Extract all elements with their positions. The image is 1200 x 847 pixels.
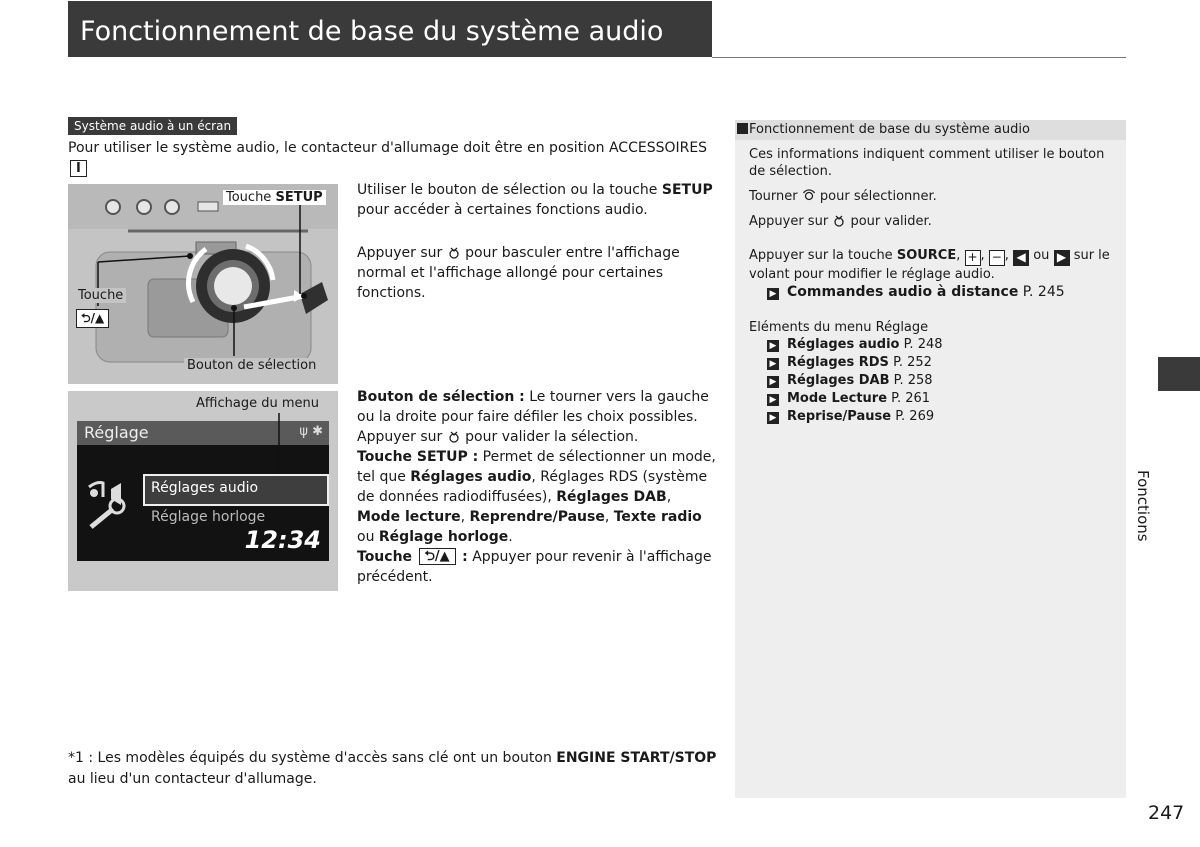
- ref-arrow-icon: ▶: [767, 376, 779, 388]
- ref-label: Reprise/Pause: [787, 409, 892, 424]
- sb-press-a: Appuyer sur: [749, 214, 829, 229]
- ref-commandes-audio[interactable]: [767, 284, 1065, 300]
- sep-4: ,: [604, 509, 610, 525]
- sb-sep3: ou: [1033, 248, 1050, 263]
- chapter-tab: [1158, 357, 1200, 391]
- push-knob-icon: [447, 245, 461, 259]
- mid-p1-b: pour accéder à certaines fonctions audio.: [357, 202, 648, 218]
- footnote-text-b: au lieu d'un contacteur d'allumage.: [68, 771, 317, 787]
- mode-horloge: Réglage horloge: [378, 529, 509, 545]
- footnote: [68, 748, 728, 790]
- note-icon: [737, 123, 748, 134]
- sidebar-intro: Ces informations indiquent comment utiliser le bouton de sélection.: [749, 147, 1105, 179]
- section-tag: Système audio à un écran: [68, 117, 237, 135]
- ref-main-page: P. 245: [1022, 284, 1065, 300]
- mid-back-label: Touche: [357, 549, 413, 565]
- audio-unit-illustration: [68, 184, 338, 384]
- ref-main-label: Commandes audio à distance: [787, 284, 1019, 300]
- mid-press-a: Appuyer sur: [357, 429, 443, 445]
- middle-para-2: [357, 243, 717, 303]
- menu-item-clock: Réglage horloge: [151, 509, 266, 525]
- plus-key-icon: +: [965, 250, 981, 266]
- ref-arrow-icon: ▶: [767, 394, 779, 406]
- footnote-key: ENGINE START/STOP: [556, 750, 717, 766]
- usb-bluetooth-icon: ψ ✱: [299, 424, 323, 439]
- minus-key-icon: −: [989, 250, 1005, 266]
- mid-sel-text: Le tourner vers la gauche ou la droite pour faire défiler les choix possibles.: [357, 389, 709, 425]
- mode-audio: Réglages audio: [410, 469, 532, 485]
- ref-label: Réglages DAB: [787, 373, 890, 388]
- rotate-knob-icon: [802, 188, 816, 202]
- ref-label: Mode Lecture: [787, 391, 888, 406]
- sb-turn-b: pour sélectionner.: [819, 189, 937, 204]
- ref-arrow-icon: ▶: [767, 288, 779, 300]
- footnote-text-a: *1 : Les modèles équipés du système d'accès sans clé ont un bouton: [68, 750, 552, 766]
- menu-display-figure: [68, 391, 338, 591]
- left-key-icon: ◀: [1013, 250, 1029, 266]
- sep-3: ,: [460, 509, 466, 525]
- ref-arrow-icon: ▶: [767, 412, 779, 424]
- ref-page: P. 258: [893, 373, 933, 388]
- title-rule: [712, 57, 1126, 58]
- ref-label: Réglages RDS: [787, 355, 889, 370]
- label-touche: Touche: [75, 288, 126, 303]
- mode-texte: Texte radio: [613, 509, 702, 525]
- mode-dab: Réglages DAB: [556, 489, 667, 505]
- label-selector-knob: Bouton de sélection: [184, 358, 319, 373]
- sidebar-heading-text: Fonctionnement de base du système audio: [749, 122, 1030, 137]
- middle-para-1: [357, 180, 717, 220]
- label-setup-key: [223, 190, 326, 205]
- chapter-label: Fonctions: [1134, 470, 1152, 542]
- sb-source-a: Appuyer sur la touche: [749, 248, 893, 263]
- ref-page: P. 252: [893, 355, 932, 370]
- key-accessory: I: [70, 160, 87, 177]
- ref-item[interactable]: [767, 373, 933, 388]
- sb-source-b: sur le volant pour modifier le réglage audio.: [749, 248, 1110, 282]
- mid-back-text: Appuyer pour revenir à l'affichage précédent.: [357, 549, 712, 585]
- audio-unit-figure: [68, 184, 338, 384]
- ref-item[interactable]: [767, 391, 930, 406]
- ref-item[interactable]: [767, 409, 934, 424]
- back-button-icon: ⮌/▲: [76, 309, 109, 328]
- sep-1: , Réglages RDS (système de données radiodiffusées),: [357, 469, 708, 505]
- sb-press-b: pour valider.: [850, 214, 932, 229]
- ref-label: Réglages audio: [787, 337, 900, 352]
- sidebar-press: [749, 213, 1117, 230]
- intro-text-1: Pour utiliser le système audio, le contacteur d'allumage doit être en position ACCESSOIRES: [68, 140, 708, 156]
- ref-page: P. 248: [903, 337, 943, 352]
- sep-2: ,: [666, 489, 672, 505]
- mid-sel-label: Bouton de sélection :: [357, 389, 525, 405]
- mid-setup-text: Permet de sélectionner un mode, tel que: [357, 449, 716, 485]
- sep-5: ou: [357, 529, 375, 545]
- menu-callout-line: [68, 391, 338, 591]
- ref-page: P. 269: [895, 409, 935, 424]
- mid-p1-a: Utiliser le bouton de sélection ou la touche: [357, 182, 658, 198]
- screen-title: Réglage: [84, 423, 149, 442]
- mode-lecture: Mode lecture: [357, 509, 461, 525]
- right-key-icon: ▶: [1054, 250, 1070, 266]
- sidebar-turn: [749, 188, 1117, 205]
- page-title: Fonctionnement de base du système audio: [80, 16, 664, 47]
- sidebar-note: [735, 120, 1126, 798]
- back-key-box: ⮌/▲: [419, 548, 456, 565]
- push-knob-icon-3: [832, 213, 846, 227]
- label-setup-prefix: Touche: [226, 190, 276, 205]
- label-setup-bold: SETUP: [275, 190, 323, 205]
- page-number: 247: [1148, 802, 1185, 824]
- sep-6: .: [508, 529, 513, 545]
- sb-sep1: ,: [956, 248, 961, 263]
- mode-reprendre: Reprendre/Pause: [469, 509, 605, 525]
- sb-sep2: ,: [980, 248, 985, 263]
- mid-p2-b: pour basculer entre l'affichage normal et l'affichage allongé pour certaines fonctions.: [357, 245, 680, 301]
- ref-arrow-icon: ▶: [767, 340, 779, 352]
- mid-back-colon: :: [462, 549, 468, 565]
- clock-display: 12:34: [244, 526, 321, 554]
- sb-turn-a: Tourner: [749, 189, 798, 204]
- sb-source-key: SOURCE: [896, 248, 957, 263]
- menu-heading: Eléments du menu Réglage: [749, 320, 929, 335]
- sidebar-heading: [735, 120, 1126, 140]
- menu-item-audio: Réglages audio: [151, 480, 259, 496]
- ref-item[interactable]: [767, 337, 943, 352]
- ref-arrow-icon: ▶: [767, 358, 779, 370]
- push-knob-icon-2: [447, 429, 461, 443]
- middle-para-3: [357, 387, 717, 587]
- mid-p1-key: SETUP: [661, 182, 713, 198]
- mid-press-b: pour valider la sélection.: [465, 429, 639, 445]
- mid-p2-a: Appuyer sur: [357, 245, 443, 261]
- ref-page: P. 261: [891, 391, 931, 406]
- sidebar-source: Appuyer sur la touche SOURCE, + , − , ◀ ou ▶ sur le volant pour modifier le réglage audio.: [749, 248, 1110, 282]
- mid-setup-label: Touche SETUP :: [357, 449, 479, 465]
- menu-display-caption: Affichage du menu: [196, 396, 319, 411]
- ref-item[interactable]: [767, 355, 932, 370]
